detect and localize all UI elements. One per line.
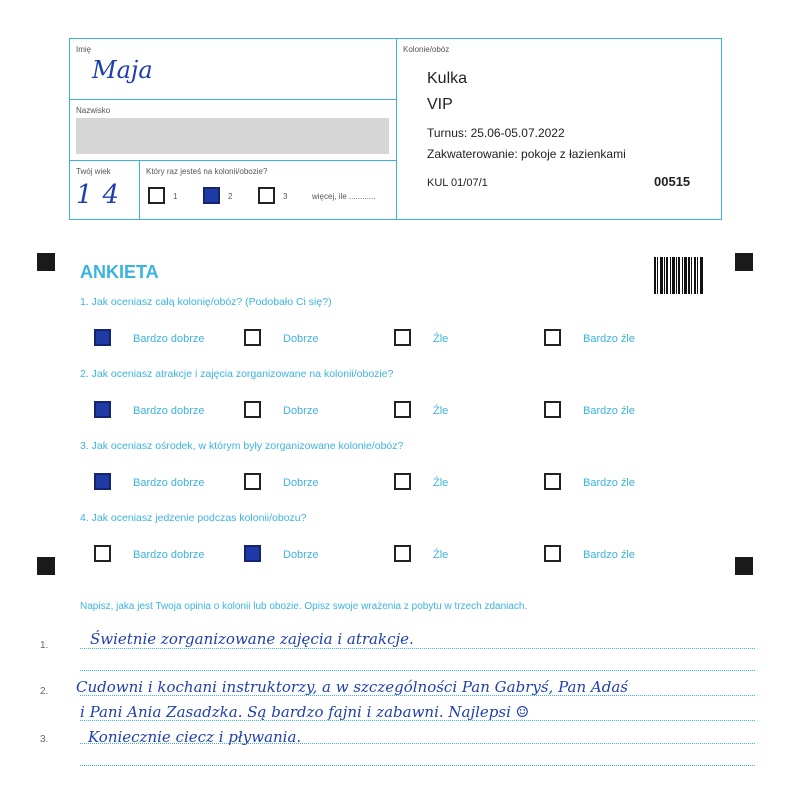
answer-option-label: Źle	[433, 333, 449, 345]
times-label: Który raz jesteś na kolonii/obozie?	[146, 167, 268, 176]
times-option-1: 1	[173, 192, 178, 201]
opinion-line-1[interactable]: Świetnie zorganizowane zajęcia i atrakcje.	[90, 630, 414, 648]
camp-label: Kolonie/obóz	[403, 45, 450, 54]
answer-checkbox[interactable]	[94, 545, 111, 562]
answer-option-label: Dobrze	[283, 333, 319, 345]
first-name-label: Imię	[76, 45, 92, 54]
answer-option-label: Bardzo dobrze	[133, 333, 205, 345]
camp-code: KUL 01/07/1	[427, 177, 488, 189]
answer-checkbox[interactable]	[244, 401, 261, 418]
accommodation: Zakwaterowanie: pokoje z łazienkami	[427, 147, 626, 161]
answer-line	[80, 670, 755, 671]
answer-checkbox[interactable]	[394, 329, 411, 346]
header-row-divider-2	[69, 160, 397, 161]
answer-option-label: Bardzo dobrze	[133, 549, 205, 561]
last-name-redacted	[76, 118, 389, 154]
times-checkbox-2[interactable]	[203, 187, 220, 204]
registration-marker	[37, 557, 55, 575]
answer-option-label: Dobrze	[283, 405, 319, 417]
header-vertical-divider	[396, 38, 397, 220]
answer-checkbox[interactable]	[94, 473, 111, 490]
times-checkbox-3[interactable]	[258, 187, 275, 204]
answer-option-label: Źle	[433, 477, 449, 489]
answer-option-label: Źle	[433, 405, 449, 417]
opinion-line-2[interactable]: Cudowni i kochani instruktorzy, a w szczególności Pan Gabryś, Pan Adaś	[76, 678, 628, 696]
answer-option-label: Bardzo dobrze	[133, 477, 205, 489]
question-text: 1. Jak oceniasz całą kolonię/obóz? (Podobało Ci się?)	[80, 296, 332, 308]
answer-checkbox[interactable]	[544, 473, 561, 490]
form-number: 00515	[654, 174, 691, 189]
line-number-2: 2.	[40, 686, 49, 697]
survey-title: ANKIETA	[80, 262, 159, 282]
last-name-label: Nazwisko	[76, 106, 111, 115]
line-number-1: 1.	[40, 640, 49, 651]
turnus: Turnus: 25.06-05.07.2022	[427, 126, 565, 140]
age-label: Twój wiek	[76, 167, 111, 176]
registration-marker	[735, 557, 753, 575]
registration-marker	[735, 253, 753, 271]
answer-checkbox[interactable]	[94, 401, 111, 418]
answer-option-label: Źle	[433, 549, 449, 561]
times-option-2: 2	[228, 192, 233, 201]
answer-checkbox[interactable]	[544, 329, 561, 346]
barcode	[654, 257, 704, 294]
registration-marker	[37, 253, 55, 271]
question-text: 3. Jak oceniasz ośrodek, w którym były zorganizowane kolonie/obóz?	[80, 440, 404, 452]
answer-checkbox[interactable]	[244, 473, 261, 490]
answer-option-label: Bardzo źle	[583, 477, 635, 489]
answer-checkbox[interactable]	[94, 329, 111, 346]
answer-checkbox[interactable]	[544, 401, 561, 418]
answer-checkbox[interactable]	[394, 545, 411, 562]
camp-name: Kulka	[427, 70, 468, 87]
answer-checkbox[interactable]	[394, 401, 411, 418]
answer-option-label: Bardzo źle	[583, 333, 635, 345]
times-more-label: więcej, ile ............	[312, 192, 376, 201]
answer-checkbox[interactable]	[244, 329, 261, 346]
answer-line	[80, 648, 755, 649]
times-checkbox-1[interactable]	[148, 187, 165, 204]
line-number-3: 3.	[40, 734, 49, 745]
answer-line	[80, 765, 755, 766]
camp-type: VIP	[427, 96, 453, 113]
answer-option-label: Dobrze	[283, 549, 319, 561]
opinion-line-3[interactable]: i Pani Ania Zasadzka. Są bardzo fajni i zabawni. Najlepsi ☺	[80, 703, 530, 721]
answer-option-label: Bardzo źle	[583, 405, 635, 417]
age-value[interactable]: 14	[76, 180, 130, 210]
answer-checkbox[interactable]	[244, 545, 261, 562]
times-option-3: 3	[283, 192, 288, 201]
question-text: 4. Jak oceniasz jedzenie podczas kolonii/obozu?	[80, 512, 307, 524]
answer-checkbox[interactable]	[394, 473, 411, 490]
answer-option-label: Dobrze	[283, 477, 319, 489]
answer-option-label: Bardzo źle	[583, 549, 635, 561]
opinion-line-4[interactable]: Koniecznie ciecz i pływania.	[88, 728, 302, 746]
question-text: 2. Jak oceniasz atrakcje i zajęcia zorganizowane na kolonii/obozie?	[80, 368, 394, 380]
header-row-divider-1	[69, 99, 397, 100]
age-divider	[139, 160, 140, 220]
first-name-value[interactable]: Maja	[92, 56, 153, 84]
answer-option-label: Bardzo dobrze	[133, 405, 205, 417]
opinion-prompt: Napisz, jaka jest Twoja opinia o kolonii lub obozie. Opisz swoje wrażenia z pobytu w trzech zdaniach.	[80, 601, 528, 612]
answer-checkbox[interactable]	[544, 545, 561, 562]
